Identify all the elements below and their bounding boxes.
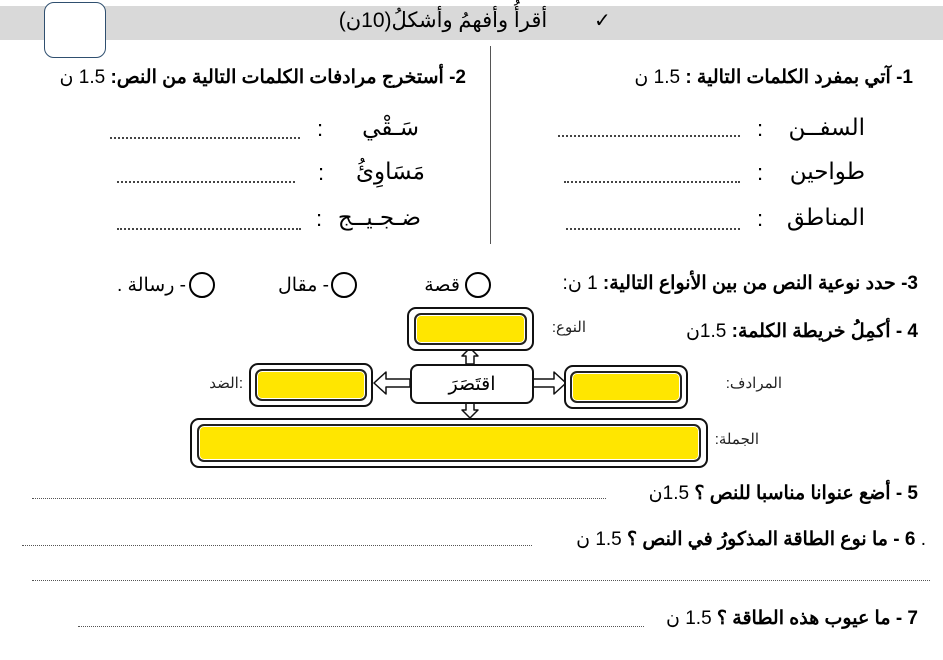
- question-7: [666, 607, 918, 630]
- sentence-frame: [190, 418, 708, 468]
- arrow-left-icon: [374, 372, 410, 394]
- synonym-frame: [564, 365, 688, 409]
- question-1-number: 1-: [896, 67, 913, 88]
- q1-colon-3: :: [757, 206, 764, 231]
- question-7-text: ما عيوب هذه الطاقة ؟: [716, 608, 891, 629]
- q2-colon-2: :: [318, 160, 325, 185]
- question-1-text: آتي بمفرد الكلمات التالية :: [685, 67, 891, 88]
- type-label: النوع:: [551, 319, 586, 336]
- checkmark-icon: ✓: [594, 10, 611, 32]
- option-letter-label: - رسالة .: [116, 275, 186, 296]
- section-title: أقرأُ وأفهمُ وأشكلُ(10ن): [338, 9, 548, 32]
- question-3-number: 3-: [901, 273, 918, 294]
- question-2-points: 1.5 ن: [59, 67, 106, 88]
- option-article-label: - مقال: [278, 275, 329, 296]
- opposite-frame: [249, 363, 373, 407]
- question-5-text: أضع عنوانا مناسبا للنص ؟: [694, 483, 891, 504]
- question-3-text: حدد نوعية النص من بين الأنواع التالية:: [602, 273, 896, 294]
- synonym-answer-box[interactable]: [570, 371, 682, 403]
- center-word-box: [410, 364, 534, 404]
- q2-colon-3: :: [316, 206, 323, 231]
- arrow-down-icon: [462, 402, 478, 418]
- question-6-number: 6 -: [893, 529, 916, 550]
- q1-word-1: السفــن: [788, 114, 865, 140]
- q1-word-3: المناطق: [786, 204, 865, 230]
- question-2-number: 2-: [449, 67, 466, 88]
- question-6: [576, 528, 926, 551]
- question-7-number: 7 -: [895, 608, 918, 629]
- question-4-points: 1.5ن: [685, 321, 727, 342]
- question-5-number: 5 -: [895, 483, 918, 504]
- sentence-answer-box[interactable]: [197, 424, 701, 462]
- q2-word-1: سَـقْي: [362, 114, 419, 140]
- question-4-text: أكمِلُ خريطة الكلمة:: [731, 321, 891, 342]
- synonym-label: المرادف:: [725, 375, 782, 392]
- center-word: اقتَصَرَ: [448, 373, 496, 395]
- type-answer-box[interactable]: [414, 313, 527, 345]
- type-frame: [407, 307, 534, 351]
- question-4-number: 4 -: [895, 321, 918, 342]
- opposite-answer-box[interactable]: [255, 369, 367, 401]
- q1-colon-1: :: [757, 116, 764, 141]
- question-5: [649, 482, 918, 505]
- arrow-right-icon: [532, 372, 566, 394]
- q2-word-2: مَسَاوِئُ: [356, 158, 425, 184]
- question-5-points: 1.5ن: [648, 483, 690, 504]
- question-7-points: 1.5 ن: [665, 608, 712, 629]
- q5-answer-line[interactable]: [32, 498, 606, 499]
- question-6-points: 1.5 ن: [576, 529, 622, 550]
- q1-word-2: طواحين: [789, 158, 865, 184]
- question-6-text: ما نوع الطاقة المذكورُ في النص ؟: [627, 529, 888, 550]
- opposite-label: :الضد: [209, 375, 243, 392]
- q2-colon-1: :: [317, 116, 324, 141]
- q6-answer-line-2[interactable]: [32, 580, 930, 581]
- q2-word-3: ضـجـيــج: [337, 204, 421, 230]
- question-3-points: 1 ن:: [562, 273, 598, 294]
- q1-colon-2: :: [757, 160, 764, 185]
- sentence-label: الجملة:: [714, 431, 759, 448]
- q7-answer-line[interactable]: [78, 626, 644, 627]
- question-2-text: أستخرج مرادفات الكلمات التالية من النص:: [110, 67, 444, 88]
- question-1-points: 1.5 ن: [634, 67, 681, 88]
- question-6-bullet: .: [920, 529, 926, 550]
- option-story-label: قصة: [424, 275, 460, 296]
- q6-answer-line-1[interactable]: [22, 545, 532, 546]
